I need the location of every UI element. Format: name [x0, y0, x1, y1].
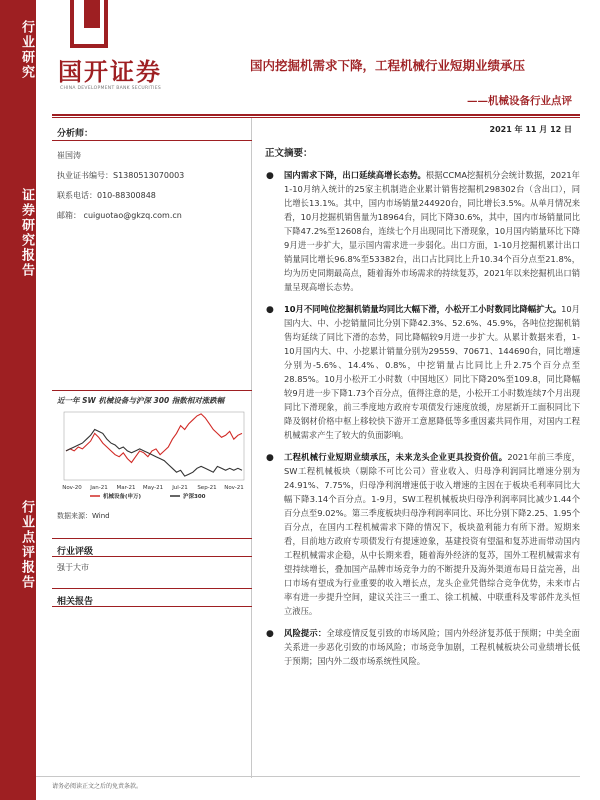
chart-title: 近一年 SW 机械设备与沪深 300 指数相对涨跌幅: [57, 396, 225, 405]
x-tick-label: Jan-21: [90, 485, 108, 491]
analyst-phone: 联系电话：010-88300848: [57, 191, 156, 200]
footer-divider: [36, 776, 580, 777]
chart-data-source: 数据来源：Wind: [57, 512, 110, 520]
bullet-icon: ●: [266, 305, 274, 315]
sidebar-label-industry-review: 行业点评报告: [19, 500, 34, 590]
x-tick-label: Jul-21: [172, 485, 188, 491]
document-subtitle: ——机械设备行业点评: [467, 95, 572, 107]
related-reports-heading: 相关报告: [57, 597, 94, 607]
paragraph-text: 2021年前三季度，SW工程机械板块（剔除不可比公司）营业收入、归母净利润同比增速分别为24.91%、7.75%，归母净利润增速低于收入增速的主因在于板块毛利率同比大幅下降3.14个百分点。1-9月，SW工程机械板块归母净利润率同比减少1.44个百分点至9.02%。第三季度板块归母净利润率同比、环比分别下降2.25、1.95个百分点，在国内工程机械需求下降的情况下，板块盈利能力有所下滑。短期来看，目前地方政府专项债发行有提速迹象，基建投资有望温和复苏进而带动国内工程机械需求企稳，从中长期来看，随着海外经济的复苏，国外工程机械需求有望持续增长，叠加国产品牌市场竞争力的不断提升及海外渠道布局日益完善，出口市场有望成为行业重要的收入增长点，龙头企业凭借综合竞争优势，未来市占率有进一步提升空间，建议关注三一重工、徐工机械、中联重科及零部件龙头恒立液压。: [284, 452, 580, 616]
summary-paragraph: [262, 450, 580, 618]
x-tick-label: Mar-21: [116, 485, 136, 491]
left-info-column: [52, 118, 252, 778]
related-divider-bottom: [52, 606, 252, 607]
header-divider: [52, 114, 580, 116]
summary-paragraph: [262, 302, 580, 442]
summary-paragraph: [262, 168, 580, 294]
summary-body: [262, 168, 580, 676]
analyst-license: 执业证书编号：S1380513070003: [57, 171, 185, 180]
paragraph-text: 全球疫情反复引致的市场风险；国内外经济复苏低于预期；中美全面关系进一步恶化引致的市场风险；市场竞争加剧，工程机械板块公司业绩增长低于预期；国内外二级市场系统性风险。: [284, 628, 580, 666]
series-line-1: [66, 430, 242, 477]
chart-frame: [64, 412, 244, 480]
analyst-heading: 分析师：: [57, 129, 94, 139]
paragraph-lead: 工程机械行业短期业绩承压，未来龙头企业更具投资价值。: [284, 452, 508, 462]
analyst-divider: [52, 140, 252, 141]
sidebar-label-industry-research: 行业研究: [19, 20, 34, 80]
chart-divider: [52, 390, 252, 391]
rating-divider-bottom: [52, 556, 252, 557]
rating-value: 强于大市: [57, 563, 89, 572]
x-tick-label: Nov-20: [62, 485, 82, 491]
bullet-icon: ●: [266, 453, 274, 463]
paragraph-lead: 风险提示：: [284, 628, 327, 638]
paragraph-lead: 国内需求下降，出口延续高增长态势。: [284, 170, 426, 180]
document-title: 国内挖掘机需求下降，工程机械行业短期业绩承压: [250, 58, 526, 73]
company-name-en: CHINA DEVELOPMENT BANK SECURITIES: [60, 86, 162, 91]
x-tick-label: May-21: [142, 485, 164, 491]
paragraph-text: 根据CCMA挖掘机分会统计数据，2021年1-10月纳入统计的25家主机制造企业累计销售挖掘机298302台（含出口），同比增长13.1%。其中，国内市场销量244920台，同比增长3.5%。从单月情况来看，10月挖掘机销售量为18964台，同比下降30.6%，其中，国内市场销量同比下降47.2%至12608台，连续七个月出现同比下滑现象，10月国内销量环比下降9月进一步扩大，显示国内需求进一步弱化。出口方面，1-10月挖掘机累计出口销量同比增长96.8%至53382台，出口占比同比上升10.34个百分点至21.8%，均为历史同期最高点，随着海外市场需求的持续复苏，2021年以来挖掘机出口销量呈现高增长态势。: [284, 170, 580, 292]
rating-divider: [52, 538, 252, 539]
sidebar: [0, 0, 36, 800]
summary-paragraph: [262, 626, 580, 668]
legend-label-0: 机械设备(申万): [103, 494, 142, 500]
company-name: 国开证券: [58, 57, 162, 86]
relative-performance-chart: [60, 408, 248, 506]
bullet-icon: ●: [266, 171, 274, 181]
legend-label-1: 沪深300: [183, 494, 206, 500]
report-date: 2021 年 11 月 12 日: [489, 125, 572, 134]
paragraph-lead: 10月不同吨位挖掘机销量均同比大幅下滑，小松开工小时数同比降幅扩大。: [284, 304, 562, 314]
x-tick-label: Sep-21: [197, 485, 217, 491]
bullet-icon: ●: [266, 629, 274, 639]
related-divider: [52, 588, 252, 589]
analyst-name: 崔国涛: [57, 151, 81, 160]
paragraph-text: 10月国内大、中、小挖销量同比分别下降42.3%、52.6%、45.9%，各吨位挖掘机销售均延续了同比下滑的态势，同比降幅较9月进一步扩大。从累计数据来看，1-10月国内大、中、小挖累计销量分别为29559、70671、144690台，同比增速分别为-5.6%、14.4%、0.8%，中挖销量占比同比上升2.75个百分点至28.85%。10月小松开工小时数（中国地区）同比下降20%至109.8，同比降幅较9月进一步下降1.73个百分点，值得注意的是，小松开工小时数连续7个月出现同比下滑现象，前三季度地方政府专项债发行速度放缓，房屋新开工面积同比下降及钢材价格中枢上移较快下游开工意愿降低等多重因素共同作用，对国内工程机械需求产生了较大的负面影响。: [284, 304, 580, 440]
analyst-email: 邮箱： cuiguotao@gkzq.com.cn: [57, 211, 182, 220]
rating-heading: 行业评级: [57, 547, 94, 557]
footer-disclaimer: 请务必阅读正文之后的免责条款。: [52, 783, 143, 790]
sidebar-label-securities-report: 证券研究报告: [19, 188, 34, 278]
summary-heading: 正文摘要：: [265, 148, 313, 159]
x-tick-label: Nov-21: [224, 485, 244, 491]
company-logo-icon: [70, 0, 108, 48]
